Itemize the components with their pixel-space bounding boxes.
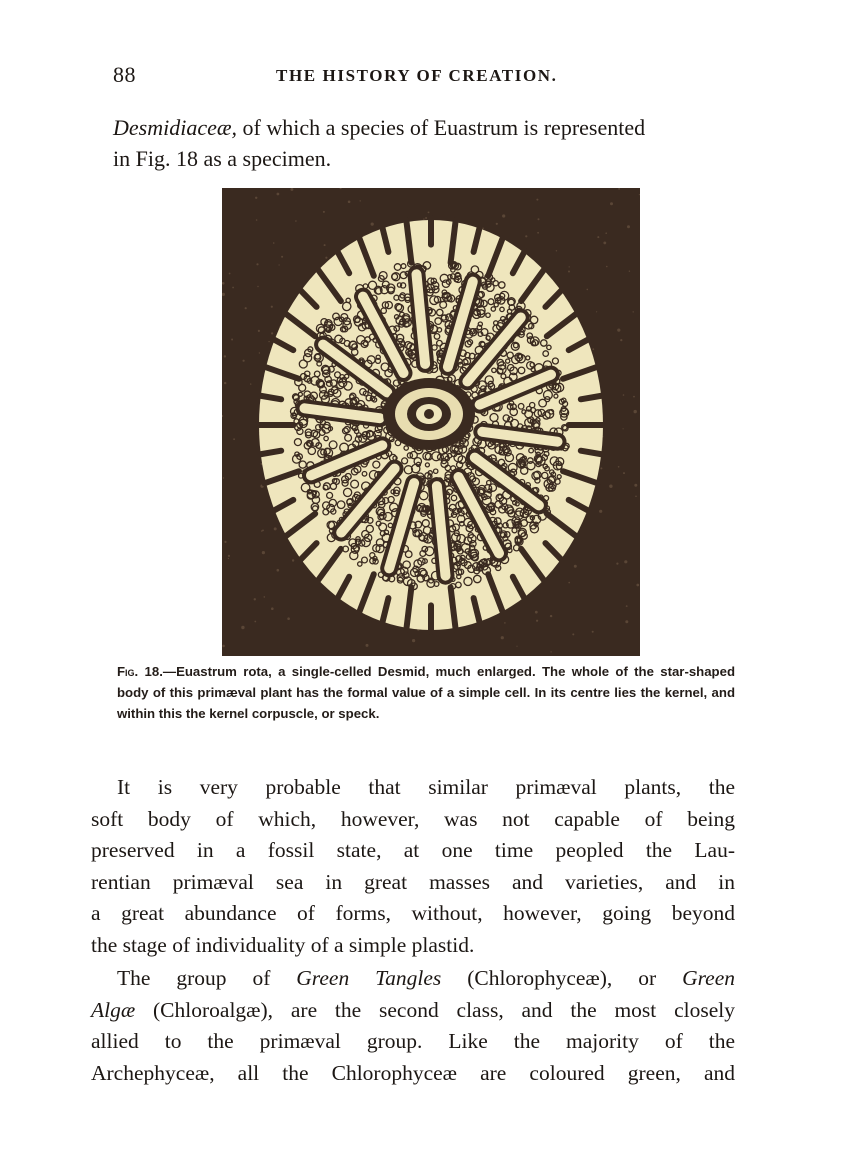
p2-italic-algae: Algæ	[91, 997, 136, 1022]
p2-text: (Chloroalgæ), are the second class, and the most closely	[135, 997, 735, 1022]
paragraph-2-line: Archephyceæ, all the Chlorophyceæ are coloured green, and	[91, 1060, 735, 1085]
paragraph-1-line: It is very probable that similar primæval plants, the	[117, 775, 735, 799]
paragraph-2	[91, 963, 735, 1089]
kernel-corpuscle	[424, 409, 434, 419]
p2-text: The group of	[117, 966, 297, 990]
paragraph-1-line: rentian primæval sea in great masses and varieties, and in	[91, 869, 735, 894]
figure-caption	[117, 661, 735, 724]
figure-caption-text: —Euastrum rota, a single-celled Desmid, much enlarged. The whole of the star-shaped body of this primæval plant has the formal value of a simple cell. In its centre lies the kernel, and within this the kernel corpuscle, or speck.	[117, 664, 735, 721]
paragraph-2-line	[91, 995, 735, 1027]
paragraph-1-line: the stage of individuality of a simple plastid.	[91, 932, 475, 957]
paragraph-2-line	[117, 963, 735, 995]
paragraph-1	[91, 772, 735, 961]
euastrum-drawing	[222, 188, 640, 656]
page-number: 88	[113, 62, 136, 87]
intro-text-1: of which a species of Euastrum is represented	[237, 115, 646, 140]
p2-italic-green-tangles: Green Tangles	[296, 966, 442, 990]
p2-text: (Chlorophyceæ), or	[441, 966, 683, 990]
paragraph-1-line: preserved in a fossil state, at one time peopled the Lau-	[91, 838, 735, 862]
running-head	[113, 62, 753, 92]
body-text	[91, 772, 735, 1091]
p2-italic-green: Green	[682, 966, 735, 990]
intro-line-1	[113, 112, 738, 143]
running-title: THE HISTORY OF CREATION.	[276, 66, 558, 85]
intro-paragraph	[113, 112, 738, 174]
intro-italic-term: Desmidiaceæ,	[113, 115, 238, 140]
intro-line-2: in Fig. 18 as a specimen.	[113, 146, 332, 171]
figure-caption-label: Fig. 18.	[117, 664, 163, 679]
figure-euastrum-illustration	[222, 188, 640, 656]
cell-nucleus	[383, 378, 475, 450]
paragraph-1-line: soft body of which, however, was not capable of being	[91, 806, 735, 831]
paragraph-1-line: a great abundance of forms, without, however, going beyond	[91, 901, 735, 925]
paragraph-2-line: allied to the primæval group. Like the majority of the	[91, 1029, 735, 1053]
